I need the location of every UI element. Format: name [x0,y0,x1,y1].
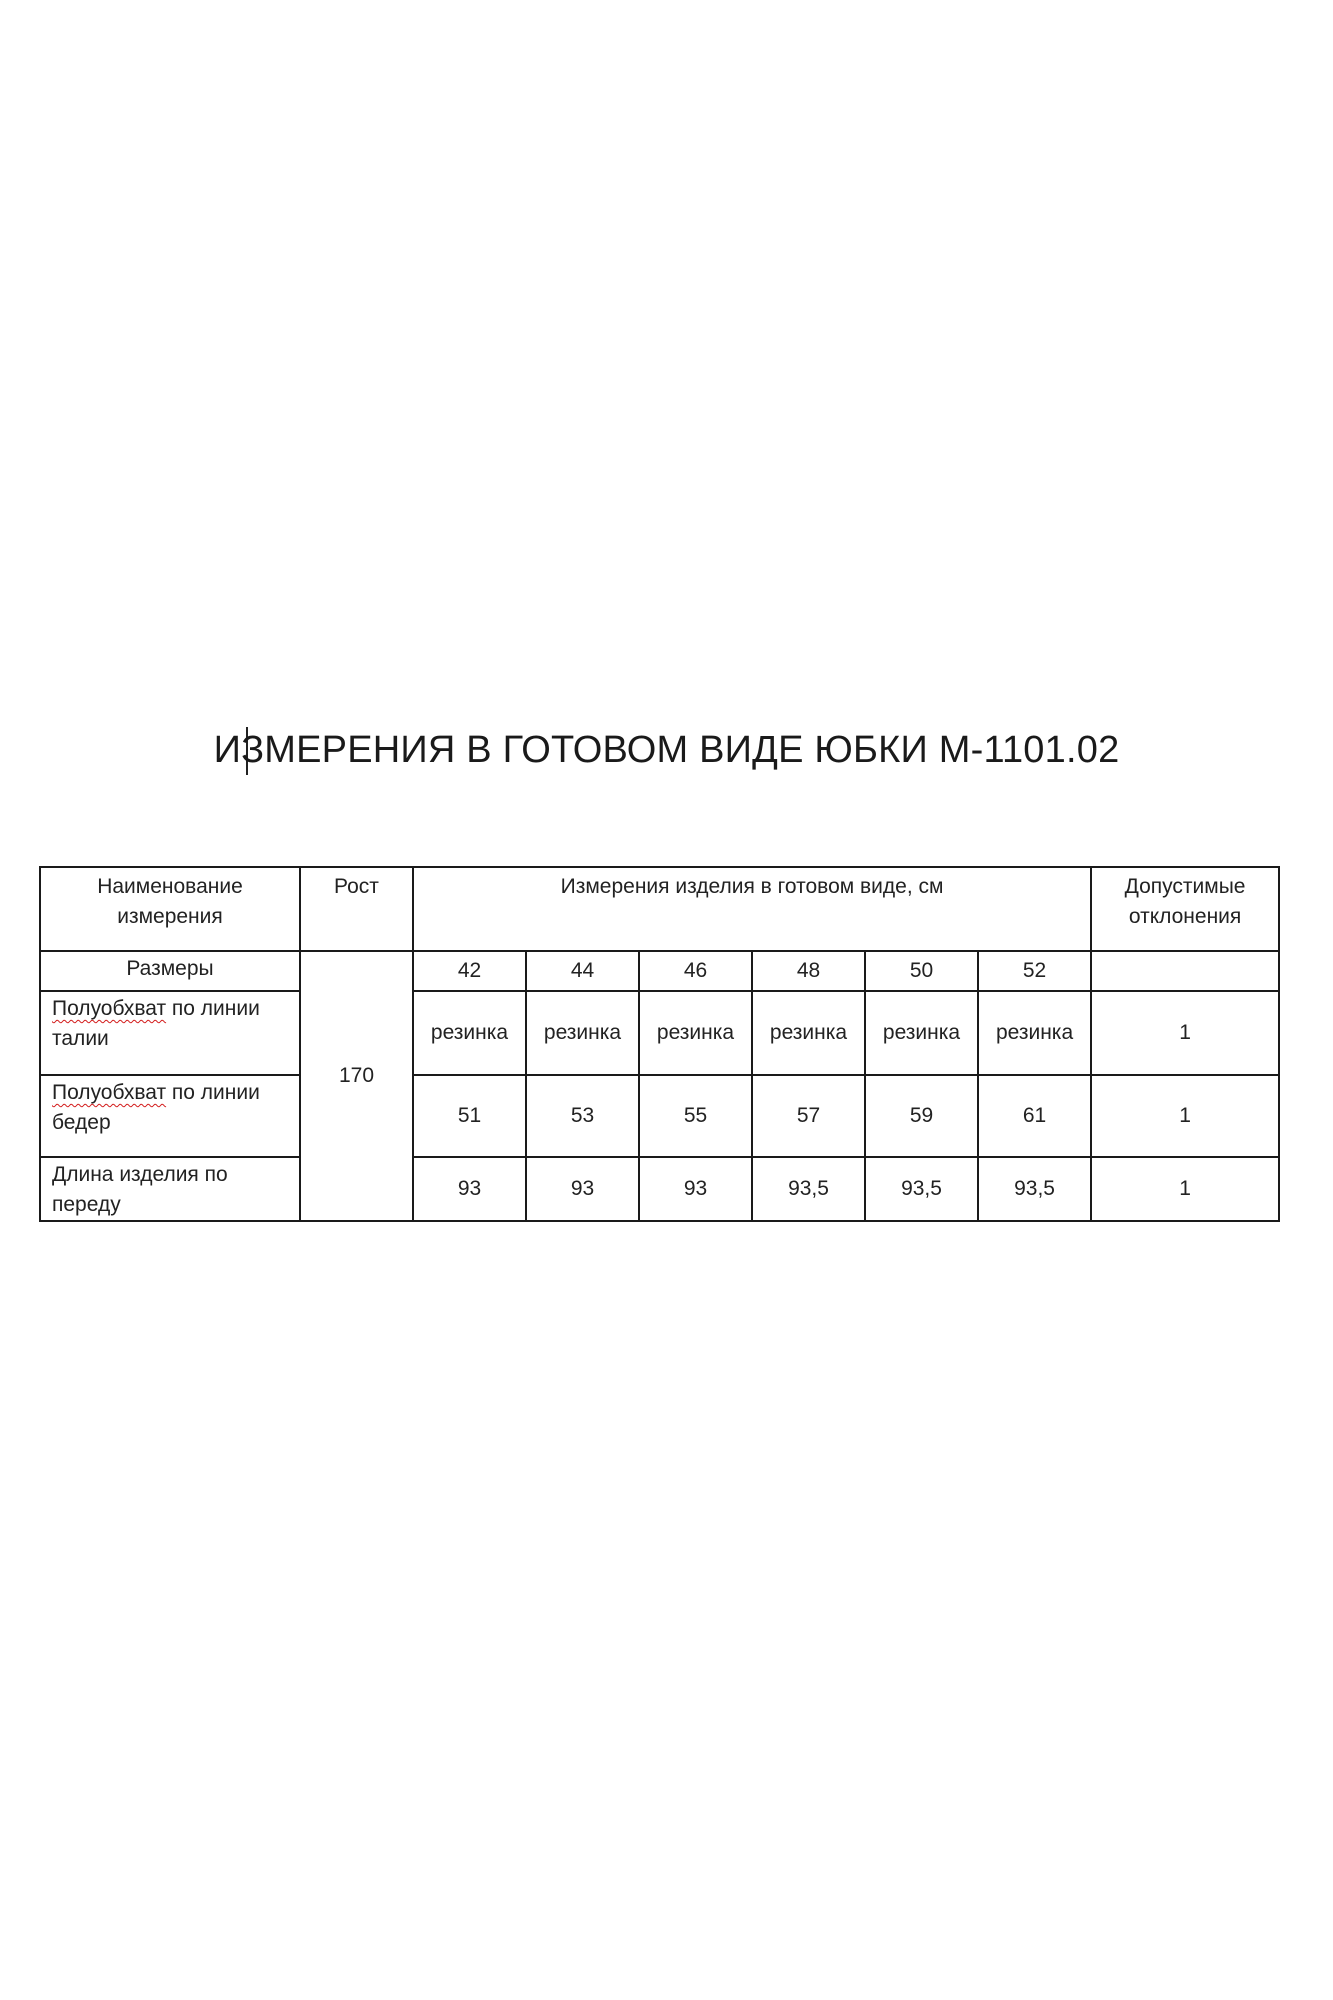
length-value-cell: 93 [413,1157,526,1221]
header-height-cell: Рост [300,867,413,951]
length-tolerance-cell: 1 [1091,1157,1279,1221]
header-measurements-cell: Измерения изделия в готовом виде, см [413,867,1091,951]
waist-row [40,991,1279,1075]
length-name-cell [40,1157,300,1221]
hips-value-cell: 61 [978,1075,1091,1157]
size-cell: 48 [752,951,865,991]
waist-value-cell: резинка [413,991,526,1075]
header-row [40,867,1279,951]
hips-tolerance-cell: 1 [1091,1075,1279,1157]
length-value-cell: 93,5 [865,1157,978,1221]
size-tolerance-empty-cell [1091,951,1279,991]
waist-name-cell [40,991,300,1075]
waist-name-word: Полуобхват [52,997,167,1020]
sizes-row [40,951,1279,991]
waist-value-cell: резинка [865,991,978,1075]
hips-name-cell [40,1075,300,1157]
size-cell: 42 [413,951,526,991]
waist-value-cell: резинка [752,991,865,1075]
measurements-table [39,866,1280,1222]
hips-row [40,1075,1279,1157]
hips-value-cell: 53 [526,1075,639,1157]
waist-value-cell: резинка [978,991,1091,1075]
header-tolerance-cell: Допустимые отклонения [1091,867,1279,951]
waist-value-cell: резинка [639,991,752,1075]
sizes-label-cell: Размеры [40,951,300,991]
waist-tolerance-cell: 1 [1091,991,1279,1075]
waist-name-rest: по линии талии [52,997,260,1050]
length-value-cell: 93,5 [978,1157,1091,1221]
length-value-cell: 93,5 [752,1157,865,1221]
document-title: ИЗМЕРЕНИЯ В ГОТОВОМ ВИДЕ ЮБКИ М-1101.02 [213,729,1120,771]
hips-value-cell: 57 [752,1075,865,1157]
size-cell: 50 [865,951,978,991]
height-value-cell: 170 [300,951,413,1221]
waist-value-cell: резинка [526,991,639,1075]
size-cell: 52 [978,951,1091,991]
length-name-rest: Длина изделия по переду [52,1163,228,1216]
size-cell: 46 [639,951,752,991]
hips-value-cell: 59 [865,1075,978,1157]
hips-value-cell: 55 [639,1075,752,1157]
hips-value-cell: 51 [413,1075,526,1157]
header-name-cell: Наименование измерения [40,867,300,951]
hips-name-word: Полуобхват [52,1081,167,1104]
size-cell: 44 [526,951,639,991]
hips-name-rest: по линии бедер [52,1081,260,1134]
length-value-cell: 93 [526,1157,639,1221]
length-row [40,1157,1279,1221]
length-value-cell: 93 [639,1157,752,1221]
